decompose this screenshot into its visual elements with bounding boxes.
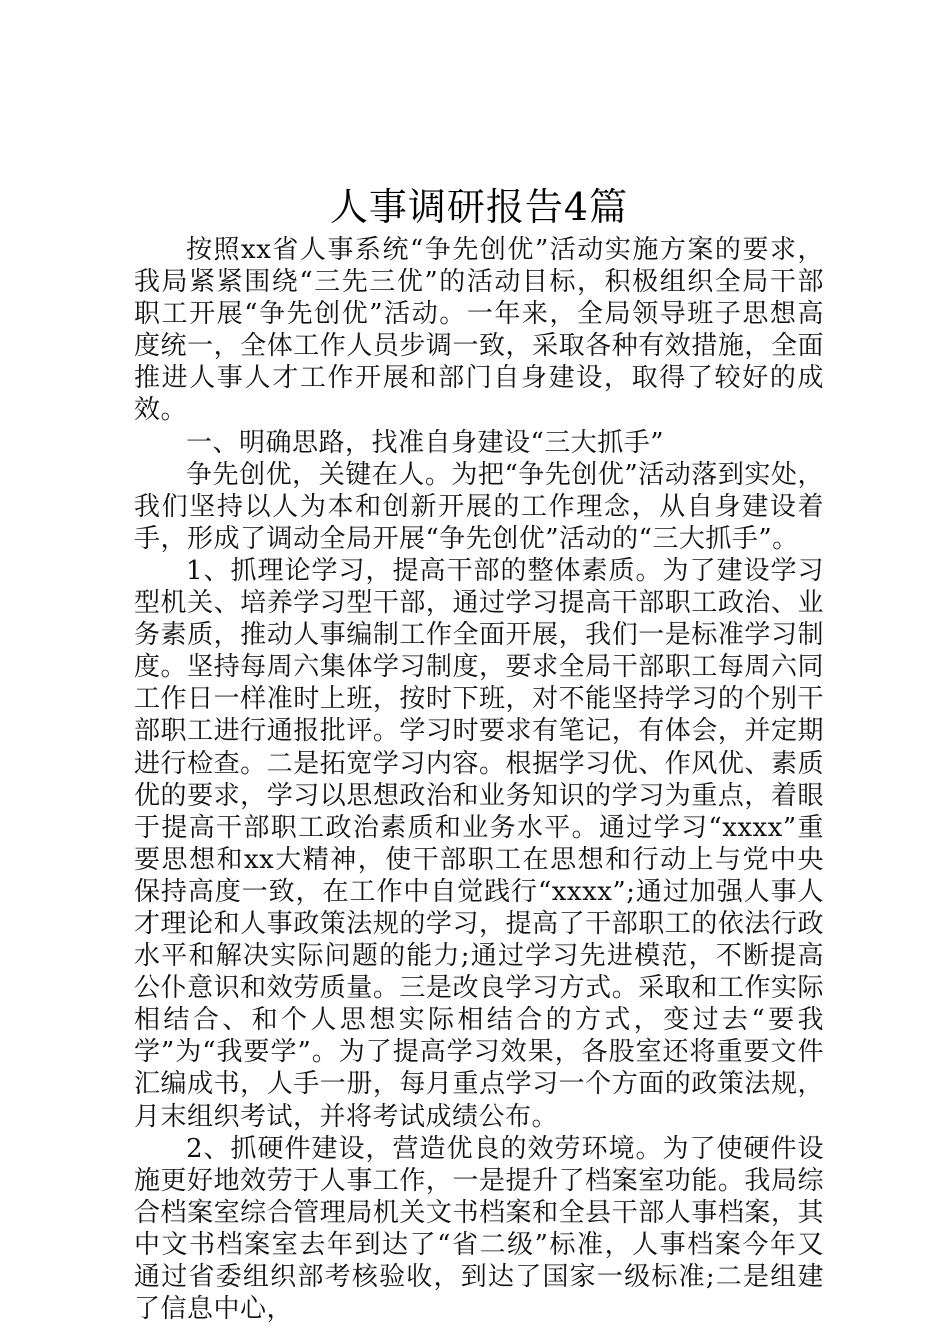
document-body [134,234,824,1325]
section-heading-1: 一、明确思路，找准自身建设“三大抓手” [186,427,665,458]
document-page [134,180,824,1325]
paragraph-theory-study: 1、抓理论学习，提高干部的整体素质。为了建设学习型机关、培养学习型干部，通过学习提高干部职工政治、业务素质，推动人事编制工作全面开展，我们一是标准学习制度。坚持每周六集体学习制度，要求全局干部职工每周六同工作日一样准时上班，按时下班，对不能坚持学习的个别干部职工进行通报批评。学习时要求有笔记，有体会，并定期进行检查。二是拓宽学习内容。根据学习优、作风优、素质优的要求，学习以思想政治和业务知识的学习为重点，着眼于提高干部职工政治素质和业务水平。通过学习“xxxx”重要思想和xx大精神，使干部职工在思想和行动上与党中央保持高度一致，在工作中自觉践行“xxxx”;通过加强人事人才理论和人事政策法规的学习，提高了干部职工的依法行政水平和解决实际问题的能力;通过学习先进模范，不断提高公仆意识和效劳质量。三是改良学习方式。采取和工作实际相结合、和个人思想实际相结合的方式，变过去“要我学”为“我要学”。为了提高学习效果，各股室还将重要文件汇编成书，人手一册，每月重点学习一个方面的政策法规，月末组织考试，并将考试成绩公布。 [134,555,824,1132]
paragraph-hardware-building: 2、抓硬件建设，营造优良的效劳环境。为了使硬件设施更好地效劳于人事工作，一是提升了档案室功能。我局综合档案室综合管理局机关文书档案和全县干部人事档案，其中文书档案室去年到达了“省二级”标准，人事档案今年又通过省委组织部考核验收，到达了国家一级标准;二是组建了信息中心， [134,1133,824,1325]
paragraph-section-1-intro: 争先创优，关键在人。为把“争先创优”活动落到实处，我们坚持以人为本和创新开展的工作理念，从自身建设着手，形成了调动全局开展“争先创优”活动的“三大抓手”。 [134,459,824,554]
document-title: 人事调研报告4篇 [329,185,629,229]
paragraph-intro: 按照xx省人事系统“争先创优”活动实施方案的要求，我局紧紧围绕“三先三优”的活动目标，积极组织全局干部职工开展“争先创优”活动。一年来，全局领导班子思想高度统一，全体工作人员步调一致，采取各种有效措施，全面推进人事人才工作开展和部门自身建设，取得了较好的成效。 [134,235,824,426]
